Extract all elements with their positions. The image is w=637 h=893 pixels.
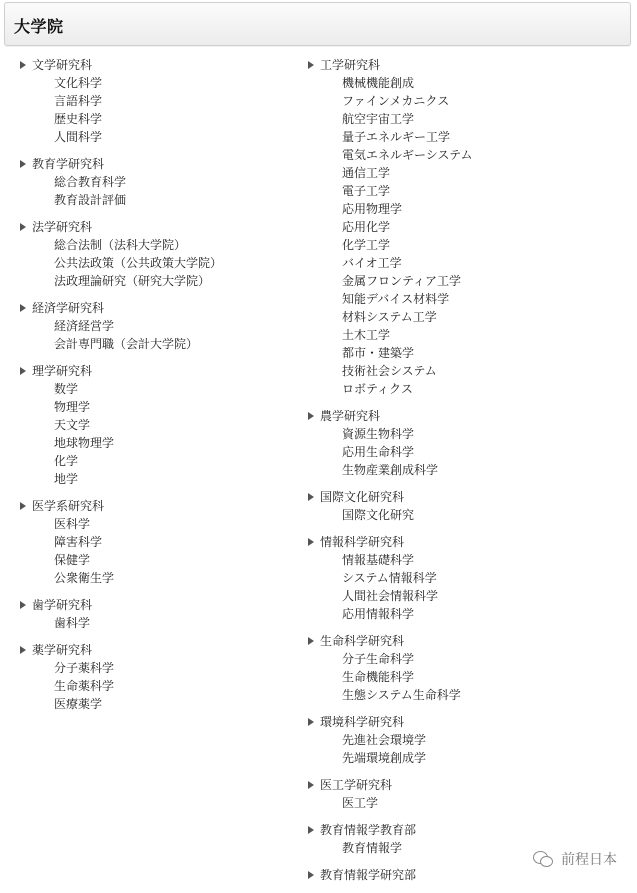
faculty-group (20, 155, 300, 209)
faculty-group (308, 713, 618, 767)
department-item[interactable]: 人間社会情報科学 (342, 587, 618, 605)
expand-triangle-icon (20, 61, 26, 69)
expand-triangle-icon (308, 637, 314, 645)
left-column (20, 56, 300, 722)
right-column (308, 56, 618, 893)
department-item[interactable]: 電子工学 (342, 182, 618, 200)
faculty-title: 理学研究科 (32, 362, 92, 380)
department-item[interactable]: 生命機能科学 (342, 668, 618, 686)
faculty-title: 薬学研究科 (32, 641, 92, 659)
department-item[interactable]: 情報基礎科学 (342, 551, 618, 569)
department-item[interactable]: 医科学 (54, 515, 300, 533)
department-item[interactable]: 地学 (54, 470, 300, 488)
department-item[interactable]: 通信工学 (342, 164, 618, 182)
faculty-title: 法学研究科 (32, 218, 92, 236)
expand-triangle-icon (308, 718, 314, 726)
faculty-title: 教育学研究科 (32, 155, 104, 173)
department-item[interactable]: ファインメカニクス (342, 92, 618, 110)
department-item[interactable]: 経済経営学 (54, 317, 300, 335)
department-item[interactable]: 生物産業創成科学 (342, 461, 618, 479)
department-item[interactable]: 物理学 (54, 398, 300, 416)
department-item[interactable]: 機械機能創成 (342, 74, 618, 92)
faculty-heading[interactable] (20, 497, 300, 515)
faculty-group (20, 497, 300, 587)
department-item[interactable]: 応用生命科学 (342, 443, 618, 461)
department-item[interactable]: 教育設計評価 (54, 191, 300, 209)
faculty-heading[interactable] (20, 641, 300, 659)
faculty-group (20, 641, 300, 713)
faculty-group (308, 488, 618, 524)
department-item[interactable]: 化学工学 (342, 236, 618, 254)
expand-triangle-icon (308, 412, 314, 420)
faculty-group (20, 218, 300, 290)
faculty-title: 歯学研究科 (32, 596, 92, 614)
department-item[interactable]: 医療薬学 (54, 695, 300, 713)
expand-triangle-icon (20, 502, 26, 510)
expand-triangle-icon (308, 781, 314, 789)
department-item[interactable]: 総合教育科学 (54, 173, 300, 191)
faculty-title: 医学系研究科 (32, 497, 104, 515)
department-item[interactable]: バイオ工学 (342, 254, 618, 272)
faculty-group (20, 362, 300, 488)
faculty-heading[interactable] (308, 632, 618, 650)
department-item[interactable]: 会計専門職（会計大学院） (54, 335, 300, 353)
watermark-text: 前程日本 (561, 849, 617, 869)
faculty-heading[interactable] (308, 407, 618, 425)
expand-triangle-icon (308, 871, 314, 879)
faculty-heading[interactable] (308, 533, 618, 551)
wechat-icon (533, 851, 553, 867)
expand-triangle-icon (20, 601, 26, 609)
page-header (4, 2, 631, 46)
expand-triangle-icon (20, 223, 26, 231)
department-item[interactable]: 分子薬科学 (54, 659, 300, 677)
department-item[interactable]: 技術社会システム (342, 362, 618, 380)
department-item[interactable]: 障害科学 (54, 533, 300, 551)
faculty-title: 工学研究科 (320, 56, 380, 74)
department-item[interactable]: 公衆衛生学 (54, 569, 300, 587)
faculty-title: 経済学研究科 (32, 299, 104, 317)
faculty-group (20, 596, 300, 632)
department-item[interactable]: 総合法制（法科大学院） (54, 236, 300, 254)
faculty-group (20, 299, 300, 353)
department-item[interactable]: 医工学 (342, 794, 618, 812)
department-item[interactable]: 応用化学 (342, 218, 618, 236)
department-item[interactable]: 航空宇宙工学 (342, 110, 618, 128)
expand-triangle-icon (20, 646, 26, 654)
faculty-title: 医工学研究科 (320, 776, 392, 794)
department-item[interactable]: 生態システム生命科学 (342, 686, 618, 704)
department-item[interactable]: 化学 (54, 452, 300, 470)
department-item[interactable]: システム情報科学 (342, 569, 618, 587)
page-title: 大学院 (14, 14, 64, 37)
faculty-group (308, 56, 618, 398)
department-item[interactable]: 知能デバイス材料学 (342, 290, 618, 308)
department-item[interactable]: 都市・建築学 (342, 344, 618, 362)
department-item[interactable]: 天文学 (54, 416, 300, 434)
department-item[interactable]: 歯科学 (54, 614, 300, 632)
faculty-heading[interactable] (20, 56, 300, 74)
department-item[interactable]: 人間科学 (54, 128, 300, 146)
expand-triangle-icon (308, 493, 314, 501)
faculty-title: 情報科学研究科 (320, 533, 404, 551)
expand-triangle-icon (308, 538, 314, 546)
faculty-heading[interactable] (20, 218, 300, 236)
faculty-title: 農学研究科 (320, 407, 380, 425)
department-item[interactable]: 量子エネルギー工学 (342, 128, 618, 146)
expand-triangle-icon (308, 826, 314, 834)
faculty-title: 国際文化研究科 (320, 488, 404, 506)
faculty-heading[interactable] (308, 821, 618, 839)
faculty-title: 教育情報学研究部 (320, 866, 416, 884)
department-item[interactable]: 歴史科学 (54, 110, 300, 128)
department-item[interactable]: 生命薬科学 (54, 677, 300, 695)
expand-triangle-icon (20, 367, 26, 375)
department-item[interactable]: 土木工学 (342, 326, 618, 344)
faculty-title: 文学研究科 (32, 56, 92, 74)
faculty-title: 生命科学研究科 (320, 632, 404, 650)
department-item[interactable]: 材料システム工学 (342, 308, 618, 326)
faculty-group (20, 56, 300, 146)
faculty-heading[interactable] (308, 713, 618, 731)
faculty-group (308, 776, 618, 812)
department-item[interactable]: 分子生命科学 (342, 650, 618, 668)
department-item[interactable]: 地球物理学 (54, 434, 300, 452)
faculty-title: 教育情報学教育部 (320, 821, 416, 839)
department-item[interactable]: 公共法政策（公共政策大学院） (54, 254, 300, 272)
department-item[interactable]: 国際文化研究 (342, 506, 618, 524)
department-item[interactable]: 資源生物科学 (342, 425, 618, 443)
expand-triangle-icon (308, 61, 314, 69)
watermark (533, 849, 617, 869)
faculty-heading[interactable] (308, 56, 618, 74)
department-item[interactable]: 教育情報学 (342, 839, 618, 857)
department-item[interactable]: 保健学 (54, 551, 300, 569)
expand-triangle-icon (20, 304, 26, 312)
faculty-heading[interactable] (308, 488, 618, 506)
faculty-heading[interactable] (20, 596, 300, 614)
faculty-heading[interactable] (308, 776, 618, 794)
faculty-heading[interactable] (20, 155, 300, 173)
department-item[interactable]: 金属フロンティア工学 (342, 272, 618, 290)
department-item[interactable]: 先端環境創成学 (342, 749, 618, 767)
faculty-title: 環境科学研究科 (320, 713, 404, 731)
department-item[interactable]: 法政理論研究（研究大学院） (54, 272, 300, 290)
department-item[interactable]: 電気エネルギーシステム (342, 146, 618, 164)
faculty-heading[interactable] (20, 299, 300, 317)
department-item[interactable]: 先進社会環境学 (342, 731, 618, 749)
faculty-group (308, 632, 618, 704)
faculty-heading[interactable] (20, 362, 300, 380)
faculty-group (308, 407, 618, 479)
department-item[interactable]: ロボティクス (342, 380, 618, 398)
expand-triangle-icon (20, 160, 26, 168)
faculty-group (308, 533, 618, 623)
department-item[interactable]: 応用情報科学 (342, 605, 618, 623)
department-item[interactable]: 応用物理学 (342, 200, 618, 218)
department-item[interactable]: 言語科学 (54, 92, 300, 110)
department-item[interactable]: 文化科学 (54, 74, 300, 92)
department-item[interactable]: 数学 (54, 380, 300, 398)
